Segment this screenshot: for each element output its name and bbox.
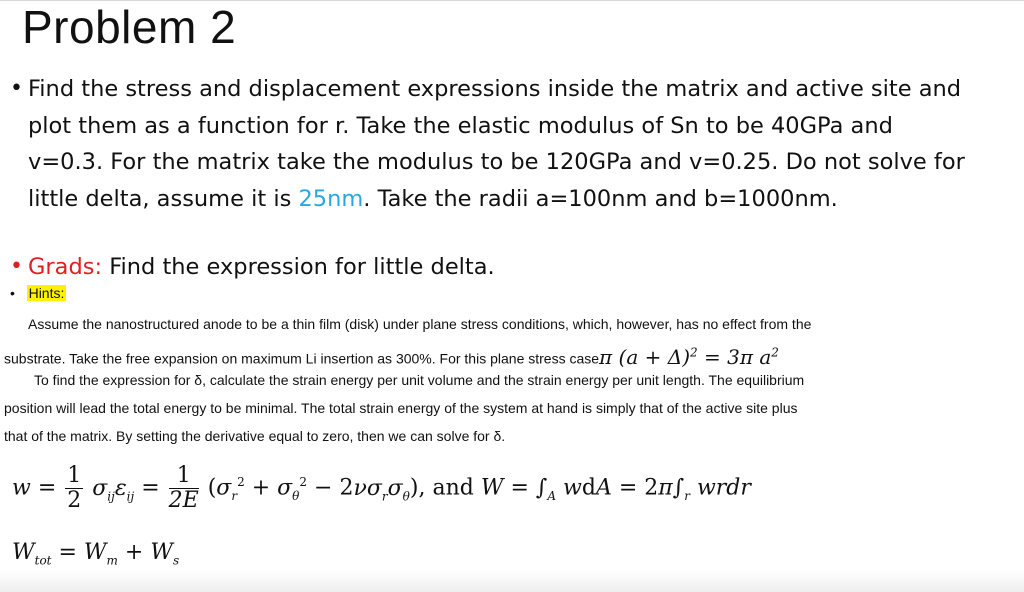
- grads-line: [28, 249, 495, 286]
- bullet-main-task: [10, 71, 1010, 217]
- fraction-one-half: $\frac{1}{2}$: [67, 463, 82, 513]
- grads-label: Grads:: [28, 254, 103, 280]
- hint-p2-line3: that of the matrix. By setting the derivative equal to zero, then we can solve for δ.: [4, 428, 506, 444]
- total-energy-equation: $W_{tot} = W_m + W_s$: [12, 540, 180, 568]
- strain-energy-equation: w = $\frac{1}{2}$ $\sigma_{ij}\varepsilon_{ij}$ = $\frac{1}{2E}$ $(\sigma_r^2 + \sigma_\theta^2 - 2\nu\sigma_r\sigma_\theta)$, and $W = \int_A$ wdA = $2\pi\int_r$ wrdr: [12, 463, 751, 513]
- delta-value-highlight: 25nm: [298, 185, 364, 212]
- bullet-line-3: v=0.3. For the matrix take the modulus to be 120GPa and v=0.25. Do not solve for: [28, 149, 965, 175]
- bullet-line-4: [28, 181, 1010, 218]
- bottom-shadow: [0, 570, 1024, 592]
- page-title: Problem 2: [22, 1, 237, 53]
- line4-post: . Take the radii a=100nm and b=1000nm.: [363, 185, 838, 212]
- fraction-one-over-2E: $\frac{1}{2E}$: [168, 463, 199, 513]
- bullet-grads: [10, 249, 495, 286]
- hint-p2-line1: To find the expression for δ, calculate the strain energy per unit volume and the strain energy per unit length. The equilibrium: [34, 372, 805, 388]
- bullet-dot-icon: •: [10, 254, 23, 279]
- hints-label: Hints:: [28, 285, 65, 301]
- hint-p1-line1: Assume the nanostructured anode to be a thin film (disk) under plane stress conditions, which, however, has no effect from the: [28, 316, 812, 332]
- bullet-line-2: plot them as a function for r. Take the elastic modulus of Sn to be 40GPa and: [28, 112, 893, 139]
- hints-paragraph-1: [4, 310, 1019, 373]
- hints-paragraph-2: [4, 366, 1019, 450]
- plane-stress-equation: π $(a + \Delta)^2 = 3\pi$ $a^2$: [599, 344, 779, 369]
- hint-p2-line2: position will lead the total energy to be minimal. The total strain energy of the system at hand is simply that of the active site plus: [4, 400, 798, 416]
- hint-p1-line2-text: substrate. Take the free expansion on maximum Li insertion as 300%. For this plane stress case: [4, 350, 600, 367]
- bullet-dot-icon: •: [10, 76, 23, 101]
- bullet-dot-icon: •: [10, 285, 27, 301]
- bullet-line-1: Find the stress and displacement expressions inside the matrix and active site and: [28, 76, 962, 102]
- line4-pre: little delta, assume it is: [28, 185, 299, 212]
- hints-heading: [10, 285, 66, 301]
- grads-text: Find the expression for little delta.: [102, 254, 495, 280]
